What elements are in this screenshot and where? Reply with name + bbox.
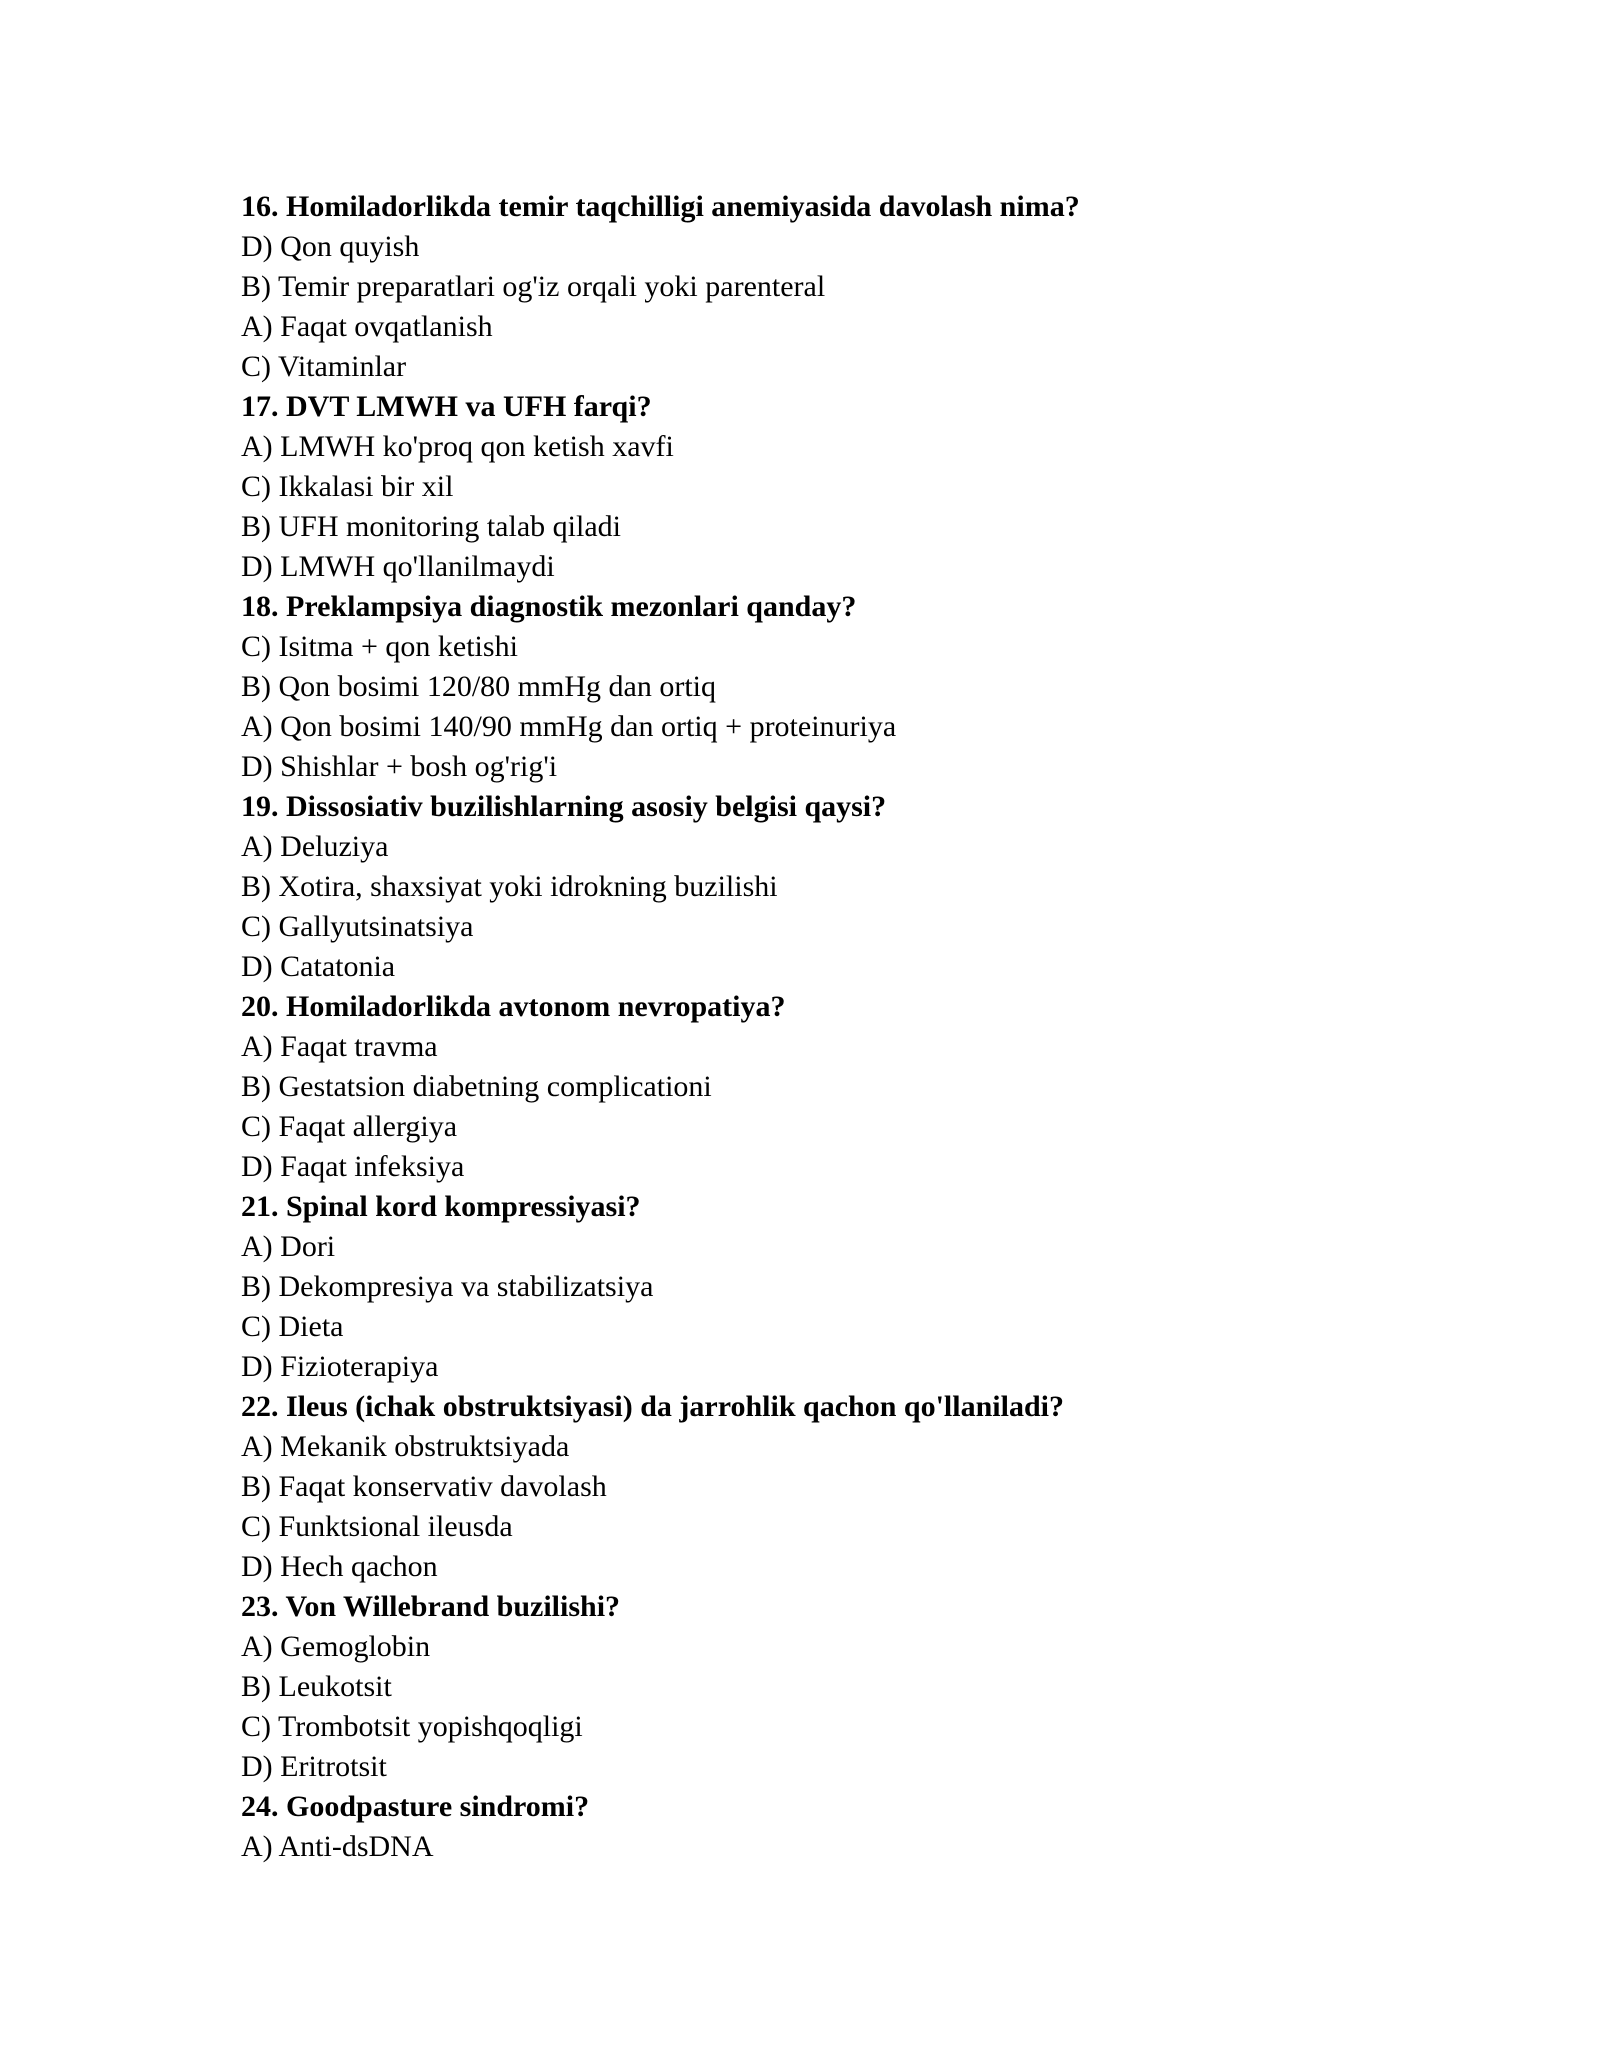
answer-option: A) Deluziya <box>241 830 389 863</box>
question-title: 19. Dissosiativ buzilishlarning asosiy belgisi qaysi? <box>241 790 887 823</box>
question-title: 16. Homiladorlikda temir taqchilligi anemiyasida davolash nima? <box>241 190 1080 223</box>
question-block <box>241 187 1441 387</box>
answer-option: D) LMWH qo'llanilmaydi <box>241 550 555 583</box>
answer-option: C) Trombotsit yopishqoqligi <box>241 1710 583 1743</box>
answer-option: A) Mekanik obstruktsiyada <box>241 1430 570 1463</box>
answer-option: D) Qon quyish <box>241 230 420 263</box>
question-block <box>241 1787 1441 1867</box>
answer-option: C) Vitaminlar <box>241 350 407 383</box>
answer-option: A) Dori <box>241 1230 336 1263</box>
question-block <box>241 1387 1441 1587</box>
answer-option: D) Hech qachon <box>241 1550 438 1583</box>
answer-option: B) Gestatsion diabetning complicationi <box>241 1070 712 1103</box>
question-title: 18. Preklampsiya diagnostik mezonlari qanday? <box>241 590 857 623</box>
question-list <box>241 187 1441 1867</box>
answer-option: B) Faqat konservativ davolash <box>241 1470 607 1503</box>
question-title: 24. Goodpasture sindromi? <box>241 1790 590 1823</box>
answer-option: D) Fizioterapiya <box>241 1350 439 1383</box>
question-title: 22. Ileus (ichak obstruktsiyasi) da jarrohlik qachon qo'llaniladi? <box>241 1390 1064 1423</box>
answer-option: D) Faqat infeksiya <box>241 1150 465 1183</box>
answer-option: A) LMWH ko'proq qon ketish xavfi <box>241 430 674 463</box>
answer-option: C) Faqat allergiya <box>241 1110 458 1143</box>
question-block <box>241 387 1441 587</box>
answer-option: C) Ikkalasi bir xil <box>241 470 454 503</box>
question-block <box>241 1187 1441 1387</box>
answer-option: D) Shishlar + bosh og'rig'i <box>241 750 558 783</box>
answer-option: A) Faqat ovqatlanish <box>241 310 493 343</box>
answer-option: C) Funktsional ileusda <box>241 1510 513 1543</box>
question-block <box>241 587 1441 787</box>
answer-option: A) Gemoglobin <box>241 1630 431 1663</box>
answer-option: B) UFH monitoring talab qiladi <box>241 510 621 543</box>
question-block <box>241 987 1441 1187</box>
question-title: 17. DVT LMWH va UFH farqi? <box>241 390 652 423</box>
answer-option: B) Xotira, shaxsiyat yoki idrokning buzilishi <box>241 870 778 903</box>
answer-option: B) Dekompresiya va stabilizatsiya <box>241 1270 654 1303</box>
answer-option: D) Eritrotsit <box>241 1750 387 1783</box>
answer-option: A) Qon bosimi 140/90 mmHg dan ortiq + proteinuriya <box>241 710 897 743</box>
answer-option: B) Qon bosimi 120/80 mmHg dan ortiq <box>241 670 716 703</box>
answer-option: A) Anti-dsDNA <box>241 1830 434 1863</box>
answer-option: C) Gallyutsinatsiya <box>241 910 474 943</box>
question-title: 23. Von Willebrand buzilishi? <box>241 1590 621 1623</box>
answer-option: C) Isitma + qon ketishi <box>241 630 518 663</box>
answer-option: D) Catatonia <box>241 950 396 983</box>
question-title: 20. Homiladorlikda avtonom nevropatiya? <box>241 990 786 1023</box>
answer-option: B) Temir preparatlari og'iz orqali yoki parenteral <box>241 270 826 303</box>
answer-option: A) Faqat travma <box>241 1030 438 1063</box>
answer-option: C) Dieta <box>241 1310 344 1343</box>
answer-option: B) Leukotsit <box>241 1670 392 1703</box>
question-title: 21. Spinal kord kompressiyasi? <box>241 1190 641 1223</box>
question-block <box>241 787 1441 987</box>
question-block <box>241 1587 1441 1787</box>
